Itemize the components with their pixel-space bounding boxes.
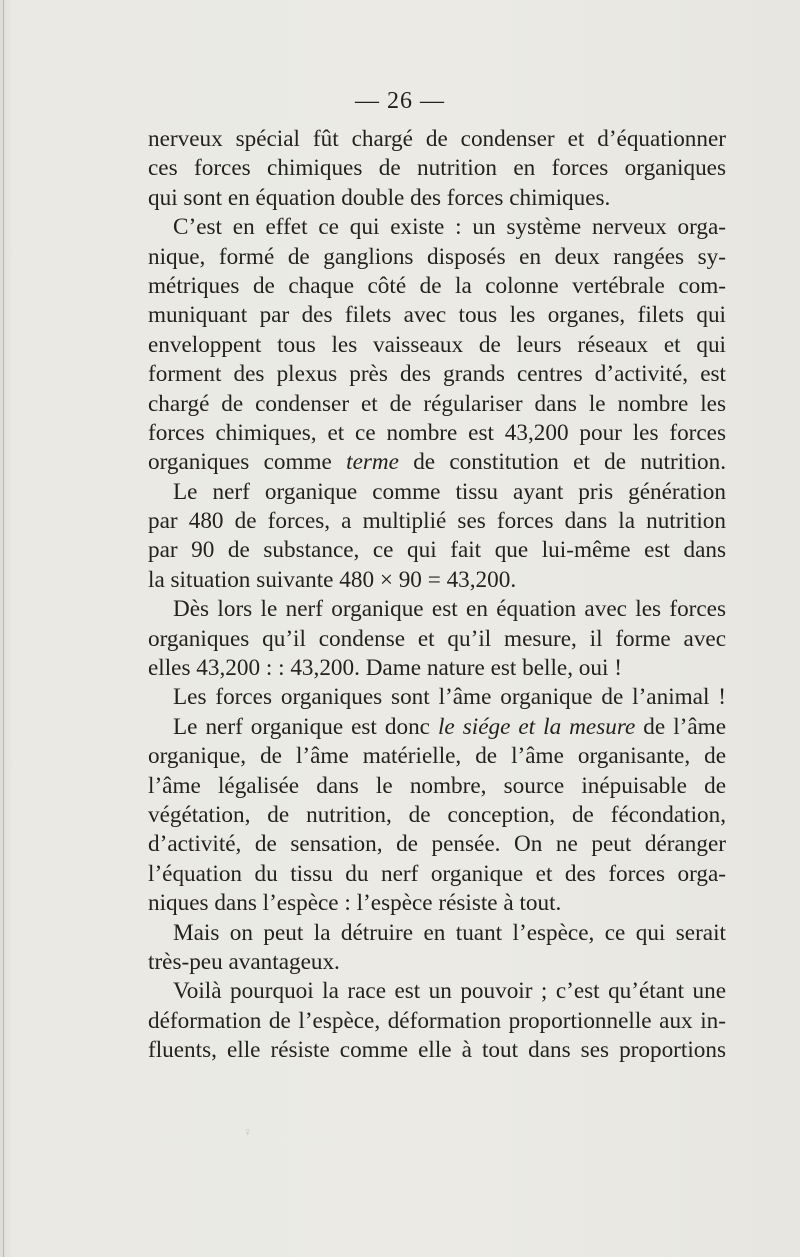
text-line: elles 43,200 : : 43,200. Dame nature est belle, oui !: [148, 655, 622, 682]
text-line: la situation suivante 480 × 90 = 43,200.: [148, 566, 517, 593]
text-line: Les forces organiques sont l’âme organique de l’animal !: [173, 684, 726, 711]
text-line: nique, formé de ganglions disposés en deux rangées sy-: [148, 243, 726, 270]
text-line: muniquant par des filets avec tous les organes, filets qui: [148, 302, 726, 329]
text-line: Dès lors le nerf organique est en équation avec les forces: [173, 596, 726, 623]
text-line: C’est en effet ce qui existe : un système nerveux orga-: [173, 214, 726, 241]
text-line: niques dans l’espèce : l’espèce résiste à tout.: [148, 890, 562, 917]
text-line: ces forces chimiques de nutrition en forces organiques: [148, 155, 726, 182]
text-line: chargé de condenser et de régulariser dans le nombre les: [148, 390, 726, 417]
text-line: Mais on peut la détruire en tuant l’espèce, ce qui serait: [173, 919, 726, 946]
text-line: organiques comme terme de constitution et de nutrition.: [148, 449, 726, 476]
text-line: enveloppent tous les vaisseaux de leurs réseaux et qui: [148, 331, 726, 358]
text-line: fluents, elle résiste comme elle à tout dans ses proportions: [148, 1037, 726, 1064]
text-line: qui sont en équation double des forces chimiques.: [148, 184, 611, 211]
text-line: d’activité, de sensation, de pensée. On ne peut déranger: [148, 831, 726, 858]
text-line: organique, de l’âme matérielle, de l’âme organisante, de: [148, 743, 726, 770]
text-line: forment des plexus près des grands centres d’activité, est: [148, 361, 726, 388]
text-line: végétation, de nutrition, de conception, de fécondation,: [148, 801, 726, 828]
text-line: par 90 de substance, ce qui fait que lui-même est dans: [148, 537, 726, 564]
text-line: organiques qu’il condense et qu’il mesure, il forme avec: [148, 625, 726, 652]
text-line: forces chimiques, et ce nombre est 43,200 pour les forces: [148, 419, 726, 446]
text-line: Voilà pourquoi la race est un pouvoir ; c’est qu’étant une: [173, 978, 726, 1005]
text-line: l’âme légalisée dans le nombre, source inépuisable de: [148, 772, 726, 799]
stray-mark: ♀: [243, 1125, 252, 1139]
text-line: très-peu avantageux.: [148, 948, 340, 975]
page-edge: [3, 0, 4, 1257]
text-line: Le nerf organique est donc le siége et la mesure de l’âme: [173, 713, 726, 740]
text-line: nerveux spécial fût chargé de condenser et d’équationner: [148, 126, 726, 152]
text-line: par 480 de forces, a multiplié ses forces dans la nutrition: [148, 508, 726, 535]
text-line: métriques de chaque côté de la colonne vertébrale com-: [148, 272, 726, 299]
text-line: Le nerf organique comme tissu ayant pris génération: [173, 478, 726, 505]
body-text: [148, 125, 726, 1066]
page-number: — 26 —: [355, 88, 445, 114]
text-line: déformation de l’espèce, déformation proportionnelle aux in-: [148, 1007, 726, 1034]
text-line: l’équation du tissu du nerf organique et des forces orga-: [148, 860, 726, 887]
